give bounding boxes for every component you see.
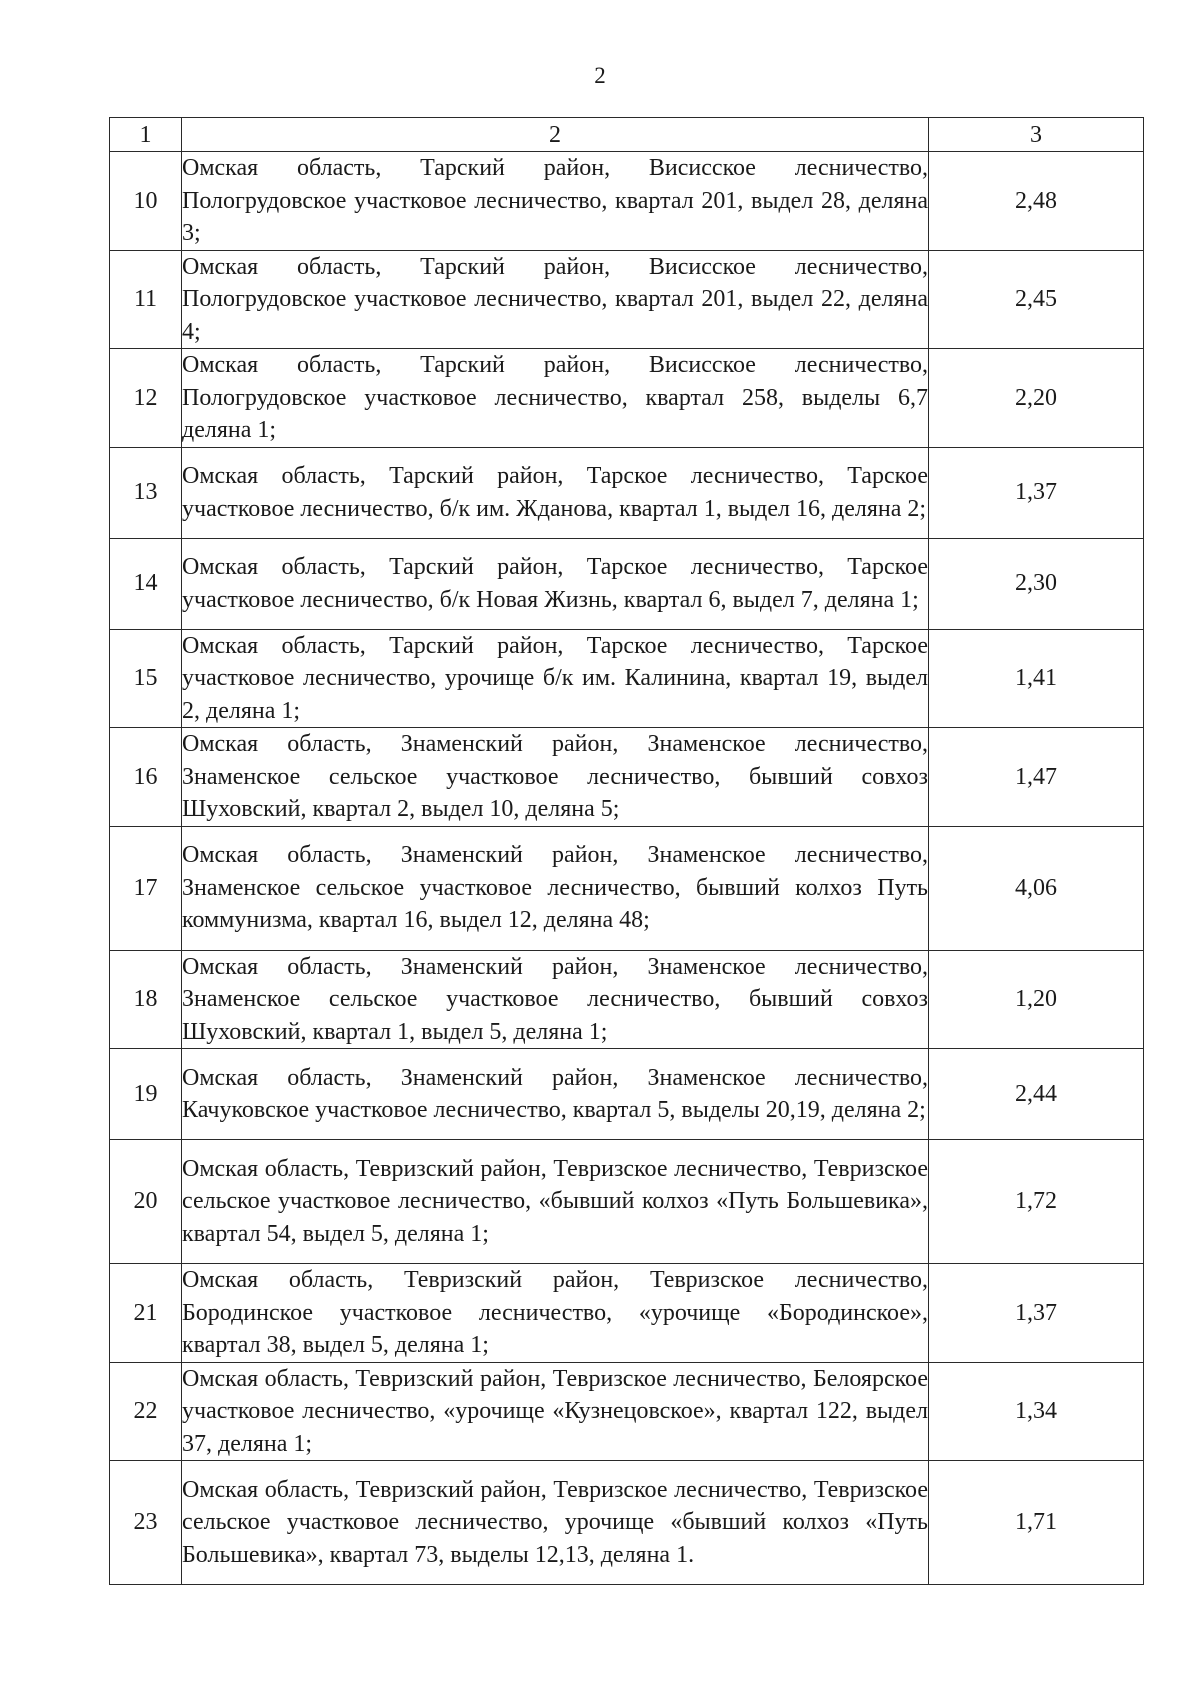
row-number: 18 — [110, 950, 182, 1049]
column-header-area: 3 — [929, 118, 1144, 152]
row-number: 14 — [110, 538, 182, 629]
table-row — [110, 1140, 1144, 1264]
row-location: Омская область, Знаменский район, Знаменское лесничество, Знаменское сельское участковое лесничество, бывший совхоз Шуховский, квартал 2, выдел 10, деляна 5; — [182, 728, 929, 827]
row-number: 10 — [110, 152, 182, 251]
row-area: 2,48 — [929, 152, 1144, 251]
row-location: Омская область, Тевризский район, Тевризское лесничество, Бородинское участковое лесничество, «урочище «Бородинское», квартал 38, выдел 5, деляна 1; — [182, 1264, 929, 1363]
table-row — [110, 728, 1144, 827]
table-row — [110, 1461, 1144, 1585]
row-location: Омская область, Тарский район, Висисское лесничество, Пологрудовское участковое лесничество, квартал 258, выделы 6,7 деляна 1; — [182, 349, 929, 448]
table-header-row — [110, 118, 1144, 152]
row-area: 1,20 — [929, 950, 1144, 1049]
table-row — [110, 349, 1144, 448]
row-number: 22 — [110, 1362, 182, 1461]
row-area: 1,34 — [929, 1362, 1144, 1461]
page-number: 2 — [594, 63, 606, 88]
row-area: 2,44 — [929, 1049, 1144, 1140]
row-number: 13 — [110, 447, 182, 538]
row-location: Омская область, Знаменский район, Знаменское лесничество, Знаменское сельское участковое лесничество, бывший совхоз Шуховский, квартал 1, выдел 5, деляна 1; — [182, 950, 929, 1049]
row-number: 20 — [110, 1140, 182, 1264]
row-location: Омская область, Тевризский район, Тевризское лесничество, Тевризское сельское участковое лесничество, «бывший колхоз «Путь Большевика», квартал 54, выдел 5, деляна 1; — [182, 1140, 929, 1264]
row-area: 1,37 — [929, 1264, 1144, 1363]
row-area: 1,41 — [929, 629, 1144, 728]
row-area: 2,30 — [929, 538, 1144, 629]
table-row — [110, 950, 1144, 1049]
column-header-number: 1 — [110, 118, 182, 152]
row-number: 17 — [110, 826, 182, 950]
table-row — [110, 250, 1144, 349]
row-area: 4,06 — [929, 826, 1144, 950]
table-row — [110, 538, 1144, 629]
column-header-location: 2 — [182, 118, 929, 152]
row-number: 15 — [110, 629, 182, 728]
table-row — [110, 447, 1144, 538]
row-area: 1,72 — [929, 1140, 1144, 1264]
table-row — [110, 629, 1144, 728]
row-number: 16 — [110, 728, 182, 827]
row-number: 19 — [110, 1049, 182, 1140]
row-number: 12 — [110, 349, 182, 448]
forest-plots-table — [109, 117, 1144, 1585]
row-location: Омская область, Тевризский район, Тевризское лесничество, Белоярское участковое лесничество, «урочище «Кузнецовское», квартал 122, выдел 37, деляна 1; — [182, 1362, 929, 1461]
row-number: 21 — [110, 1264, 182, 1363]
row-area: 1,37 — [929, 447, 1144, 538]
row-number: 11 — [110, 250, 182, 349]
table-row — [110, 826, 1144, 950]
row-location: Омская область, Тарский район, Тарское лесничество, Тарское участковое лесничество, урочище б/к им. Калинина, квартал 19, выдел 2, деляна 1; — [182, 629, 929, 728]
row-area: 1,47 — [929, 728, 1144, 827]
row-location: Омская область, Знаменский район, Знаменское лесничество, Качуковское участковое лесничество, квартал 5, выделы 20,19, деляна 2; — [182, 1049, 929, 1140]
row-location: Омская область, Тевризский район, Тевризское лесничество, Тевризское сельское участковое лесничество, урочище «бывший колхоз «Путь Большевика», квартал 73, выделы 12,13, деляна 1. — [182, 1461, 929, 1585]
row-location: Омская область, Тарский район, Тарское лесничество, Тарское участковое лесничество, б/к им. Жданова, квартал 1, выдел 16, деляна 2; — [182, 447, 929, 538]
row-location: Омская область, Тарский район, Тарское лесничество, Тарское участковое лесничество, б/к Новая Жизнь, квартал 6, выдел 7, деляна 1; — [182, 538, 929, 629]
row-area: 2,20 — [929, 349, 1144, 448]
row-area: 2,45 — [929, 250, 1144, 349]
row-location: Омская область, Тарский район, Висисское лесничество, Пологрудовское участковое лесничество, квартал 201, выдел 28, деляна 3; — [182, 152, 929, 251]
row-area: 1,71 — [929, 1461, 1144, 1585]
table-row — [110, 1362, 1144, 1461]
table-row — [110, 1264, 1144, 1363]
row-location: Омская область, Тарский район, Висисское лесничество, Пологрудовское участковое лесничество, квартал 201, выдел 22, деляна 4; — [182, 250, 929, 349]
row-location: Омская область, Знаменский район, Знаменское лесничество, Знаменское сельское участковое лесничество, бывший колхоз Путь коммунизма, квартал 16, выдел 12, деляна 48; — [182, 826, 929, 950]
row-number: 23 — [110, 1461, 182, 1585]
table-row — [110, 152, 1144, 251]
table-row — [110, 1049, 1144, 1140]
